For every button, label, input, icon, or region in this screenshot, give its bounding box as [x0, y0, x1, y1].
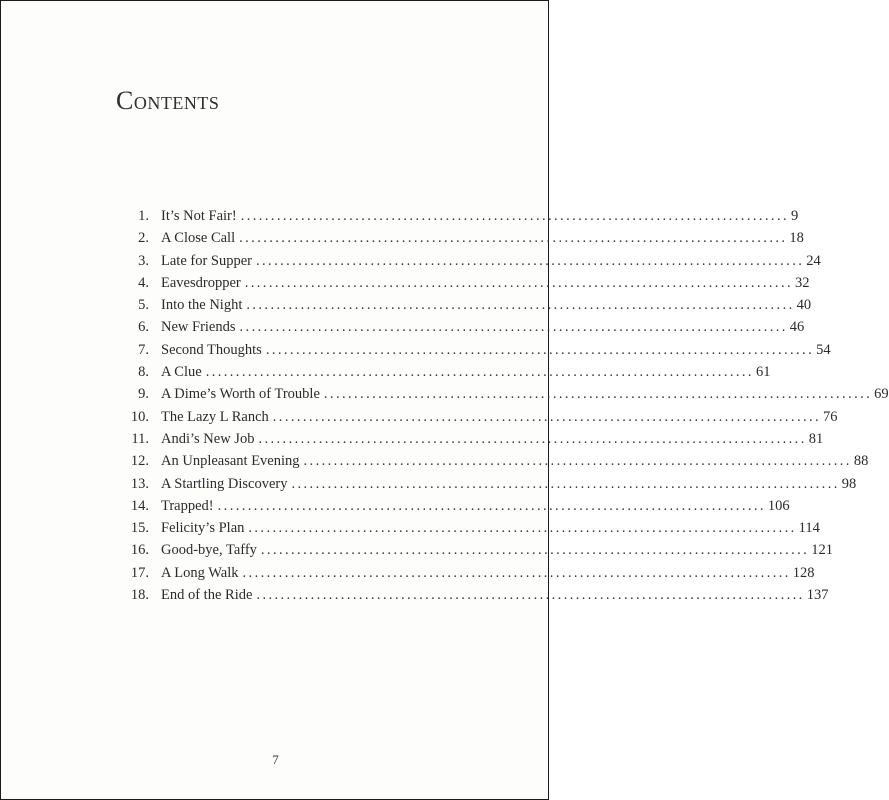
page-number: 61	[755, 364, 771, 381]
toc-entry	[119, 584, 829, 606]
chapter-title: Second Thoughts	[161, 341, 262, 358]
toc-entry	[119, 562, 815, 584]
dot-leader: ...........................................................................................	[239, 230, 788, 247]
page-number: 137	[806, 587, 829, 604]
toc-entry	[119, 205, 799, 227]
toc-entry	[119, 316, 805, 338]
chapter-title: A Clue	[161, 364, 202, 381]
chapter-number: 5.	[138, 297, 149, 314]
chapter-number: 13.	[130, 475, 149, 492]
dot-leader: ...........................................................................................	[246, 297, 795, 314]
dot-leader: ...........................................................................................	[291, 475, 840, 492]
dot-leader: ...........................................................................................	[272, 408, 822, 425]
page-number: 9	[791, 208, 799, 224]
chapter-title: Trapped!	[161, 497, 214, 514]
dot-leader: ...........................................................................................	[240, 208, 789, 224]
chapter-number: 9.	[138, 386, 149, 403]
chapter-title: End of the Ride	[161, 587, 253, 604]
page-number: 88	[853, 453, 869, 470]
chapter-number: 12.	[130, 453, 149, 470]
chapter-number: 6.	[138, 319, 149, 336]
toc-entry	[119, 495, 790, 517]
toc-entry	[119, 450, 869, 472]
page-number: 128	[792, 564, 815, 581]
page-number: 40	[796, 297, 812, 314]
page-title: Contents	[116, 86, 220, 115]
chapter-number: 4.	[138, 274, 149, 291]
table-of-contents	[119, 205, 889, 606]
chapter-number: 10.	[130, 408, 149, 425]
dot-leader: ...........................................................................................	[242, 564, 791, 581]
page-number: 121	[811, 542, 833, 559]
chapter-number: 14.	[130, 497, 149, 514]
chapter-title: Eavesdropper	[161, 274, 241, 291]
dot-leader: ...........................................................................................	[258, 430, 807, 447]
chapter-number: 15.	[130, 520, 149, 537]
toc-entry	[119, 272, 810, 294]
toc-entry	[119, 383, 889, 405]
chapter-title: Andi’s New Job	[161, 430, 255, 447]
chapter-title: An Unpleasant Evening	[161, 453, 300, 470]
chapter-number: 7.	[138, 341, 149, 358]
chapter-title: A Dime’s Worth of Trouble	[161, 386, 320, 403]
dot-leader: ...........................................................................................	[256, 587, 805, 604]
chapter-number: 8.	[138, 364, 149, 381]
chapter-title: A Startling Discovery	[161, 475, 288, 492]
chapter-title: It’s Not Fair!	[161, 208, 237, 224]
toc-entry	[119, 294, 812, 316]
chapter-title: Late for Supper	[161, 252, 252, 269]
chapter-number: 3.	[138, 252, 149, 269]
chapter-title: Good-bye, Taffy	[161, 542, 257, 559]
chapter-title: Felicity’s Plan	[161, 520, 245, 537]
chapter-title: Into the Night	[161, 297, 243, 314]
page-number: 18	[789, 230, 804, 247]
dot-leader: ...........................................................................................	[256, 252, 805, 269]
toc-entry	[119, 539, 833, 561]
dot-leader: ...........................................................................................	[217, 497, 766, 514]
page-folio: 7	[272, 752, 279, 767]
toc-entry	[119, 361, 771, 383]
chapter-number: 18.	[130, 587, 149, 604]
page-number: 98	[841, 475, 857, 492]
page-number: 24	[806, 252, 821, 269]
chapter-title: A Long Walk	[161, 564, 239, 581]
toc-entry	[119, 473, 857, 495]
toc-entry	[119, 406, 838, 428]
dot-leader: ...........................................................................................	[260, 542, 810, 559]
chapter-title: New Friends	[161, 319, 236, 336]
chapter-title: The Lazy L Ranch	[161, 408, 269, 425]
chapter-number: 17.	[130, 564, 149, 581]
dot-leader: ...........................................................................................	[323, 386, 873, 403]
dot-leader: ...........................................................................................	[205, 364, 754, 381]
page-number: 69	[874, 386, 889, 403]
toc-entry	[119, 428, 824, 450]
toc-entry	[119, 517, 820, 539]
dot-leader: ...........................................................................................	[265, 341, 815, 358]
page-number: 54	[816, 341, 831, 358]
chapter-title: A Close Call	[161, 230, 236, 247]
page-number: 76	[823, 408, 838, 425]
page-number: 46	[789, 319, 805, 336]
page-number: 81	[808, 430, 824, 447]
chapter-number: 16.	[130, 542, 149, 559]
toc-entry	[119, 250, 821, 272]
chapter-number: 1.	[138, 208, 149, 224]
toc-entry	[119, 227, 804, 249]
page-number: 106	[767, 497, 790, 514]
dot-leader: ...........................................................................................	[239, 319, 788, 336]
chapter-number: 11.	[131, 430, 149, 447]
dot-leader: ...........................................................................................	[303, 453, 852, 470]
page-number: 114	[798, 520, 820, 537]
dot-leader: ...........................................................................................	[244, 274, 793, 291]
chapter-number: 2.	[138, 230, 149, 247]
page-number: 32	[795, 274, 810, 291]
dot-leader: ...........................................................................................	[248, 520, 797, 537]
toc-entry	[119, 339, 831, 361]
